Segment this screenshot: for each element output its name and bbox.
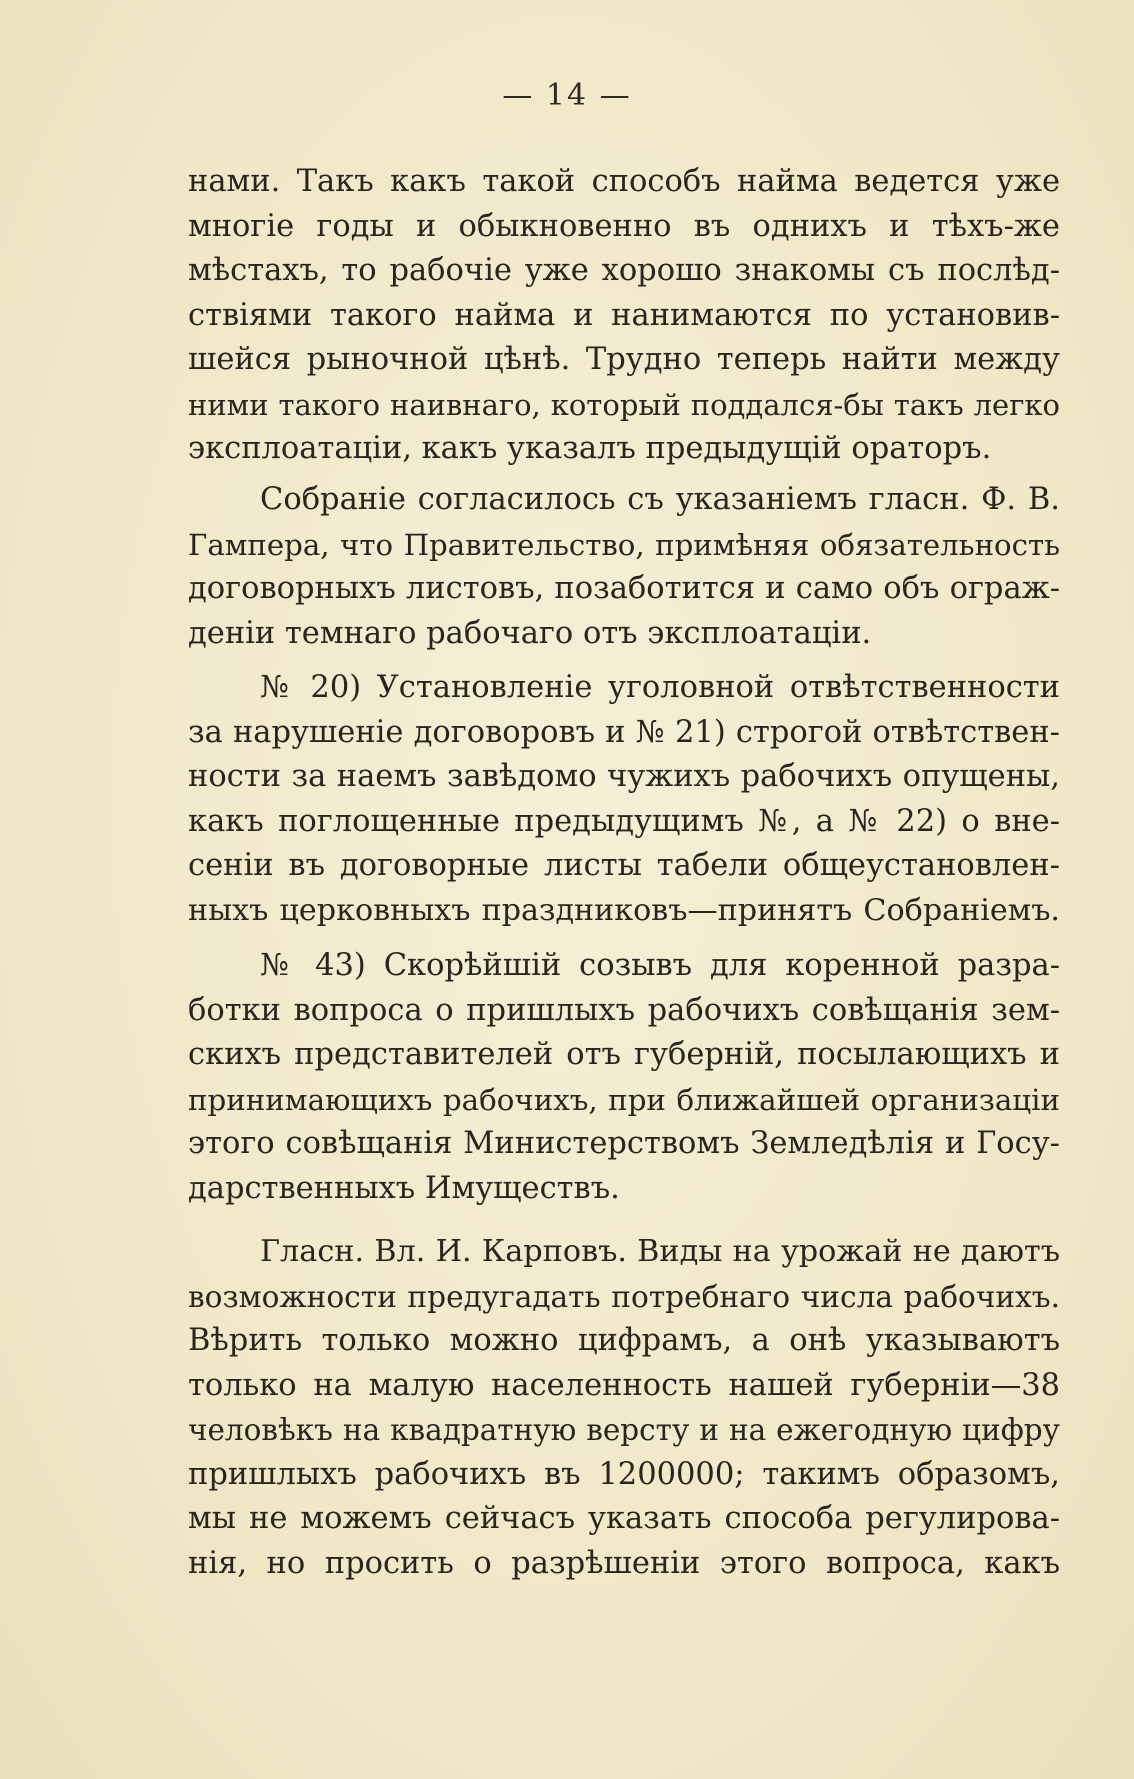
text-line: шейся рыночной цѣнѣ. Трудно теперь найти между bbox=[188, 342, 1060, 377]
text-line: ныхъ церковныхъ праздниковъ—принятъ Собраніемъ. bbox=[188, 892, 1060, 928]
text-line: эксплоатаціи, какъ указалъ предыдущій ораторъ. bbox=[188, 431, 992, 466]
text-line: Собраніе согласилось съ указаніемъ гласн. Ф. В. bbox=[260, 482, 1060, 517]
text-line: Гампера, что Правительство, примѣняя обязательность bbox=[188, 527, 1060, 562]
text-line: договорныхъ листовъ, позаботится и само объ ограж- bbox=[188, 571, 1060, 606]
paragraph-4 bbox=[188, 944, 1060, 1211]
text-line: какъ поглощенные предыдущимъ №, а № 22) о вне- bbox=[188, 803, 1060, 839]
paragraph-2 bbox=[188, 478, 1060, 656]
text-line: сеніи въ договорные листы табели общеустановлен- bbox=[188, 848, 1060, 883]
page-number: — 14 — bbox=[502, 78, 632, 113]
paragraph-3 bbox=[188, 666, 1060, 933]
text-line: мѣстахъ, то рабочіе уже хорошо знакомы съ послѣд- bbox=[188, 253, 1060, 288]
text-line: нами. Такъ какъ такой способъ найма ведется уже bbox=[188, 164, 1060, 199]
text-line: принимающихъ рабочихъ, при ближайшей организаціи bbox=[188, 1082, 1060, 1117]
text-line: деніи темнаго рабочаго отъ эксплоатаціи. bbox=[188, 615, 872, 651]
text-line: человѣкъ на квадратную версту и на ежегодную цифру bbox=[188, 1413, 1060, 1447]
text-line: скихъ представителей отъ губерній, посылающихъ и bbox=[188, 1037, 1060, 1072]
paragraph-1 bbox=[188, 160, 1060, 472]
text-line: пришлыхъ рабочихъ въ 1200000; такимъ образомъ, bbox=[188, 1456, 1060, 1492]
text-line: № 20) Установленіе уголовной отвѣтственности bbox=[260, 670, 1060, 705]
text-line: ствіями такого найма и нанимаются по установив- bbox=[188, 297, 1060, 333]
text-line: дарственныхъ Имуществъ. bbox=[188, 1170, 620, 1206]
text-line: ними такого наивнаго, который поддался-бы такъ легко bbox=[188, 387, 1060, 422]
text-line: Вѣрить только можно цифрамъ, а онѣ указываютъ bbox=[188, 1323, 1060, 1358]
text-line: за нарушеніе договоровъ и № 21) строгой отвѣтствен- bbox=[188, 714, 1060, 750]
text-line: возможности предугадать потребнаго числа рабочихъ. bbox=[188, 1279, 1060, 1314]
text-line: ботки вопроса о пришлыхъ рабочихъ совѣщанія зем- bbox=[188, 992, 1060, 1028]
text-line: нія, но просить о разрѣшеніи этого вопроса, какъ bbox=[188, 1545, 1060, 1581]
text-line: многіе годы и обыкновенно въ однихъ и тѣхъ-же bbox=[188, 208, 1060, 244]
text-line: только на малую населенность нашей губерніи—38 bbox=[188, 1367, 1060, 1403]
text-line: этого совѣщанія Министерствомъ Земледѣлія и Госу- bbox=[188, 1126, 1060, 1161]
text-line: ности за наемъ завѣдомо чужихъ рабочихъ опущены, bbox=[188, 759, 1060, 794]
text-line: мы не можемъ сейчасъ указать способа регулирова- bbox=[188, 1501, 1060, 1536]
paragraph-5 bbox=[188, 1230, 1060, 1586]
text-line: Гласн. Вл. И. Карповъ. Виды на урожай не даютъ bbox=[260, 1234, 1060, 1269]
text-line: № 43) Скорѣйшій созывъ для коренной разра- bbox=[260, 948, 1060, 983]
